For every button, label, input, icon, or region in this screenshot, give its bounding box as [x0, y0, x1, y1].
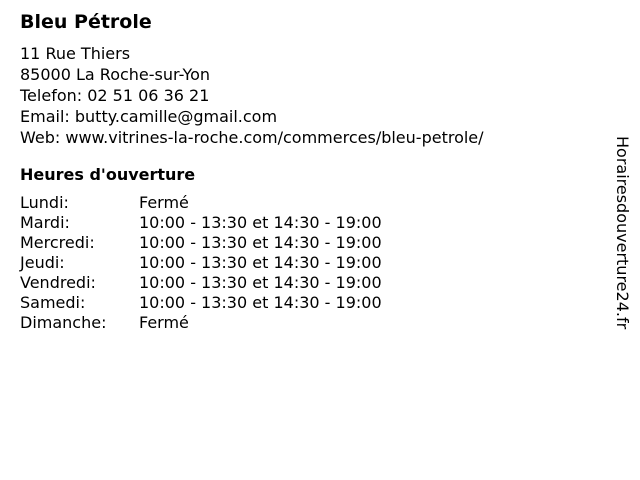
- hours-row: [20, 193, 600, 213]
- day-hours: 10:00 - 13:30 et 14:30 - 19:00: [139, 273, 382, 292]
- day-label: Jeudi:: [20, 253, 65, 272]
- day-hours: 10:00 - 13:30 et 14:30 - 19:00: [139, 213, 382, 232]
- day-hours: Fermé: [139, 313, 189, 332]
- hours-row: [20, 213, 600, 233]
- business-card: [20, 10, 600, 333]
- email-line: Email: butty.camille@gmail.com: [20, 107, 278, 126]
- hours-table: [20, 193, 600, 333]
- day-hours: 10:00 - 13:30 et 14:30 - 19:00: [139, 293, 382, 312]
- day-label: Lundi:: [20, 193, 69, 212]
- day-label: Vendredi:: [20, 273, 96, 292]
- day-label: Mardi:: [20, 213, 70, 232]
- web-line: Web: www.vitrines-la-roche.com/commerces/bleu-petrole/: [20, 128, 484, 147]
- hours-row: [20, 253, 600, 273]
- day-label: Dimanche:: [20, 313, 107, 332]
- day-hours: 10:00 - 13:30 et 14:30 - 19:00: [139, 233, 382, 252]
- street-address: 11 Rue Thiers: [20, 44, 131, 63]
- contact-block: [20, 43, 600, 148]
- site-watermark: Horairesdouverture24.fr: [613, 136, 632, 330]
- hours-row: [20, 233, 600, 253]
- business-name: Bleu Pétrole: [20, 11, 152, 33]
- city-address: 85000 La Roche-sur-Yon: [20, 65, 211, 84]
- hours-row: [20, 313, 600, 333]
- day-hours: 10:00 - 13:30 et 14:30 - 19:00: [139, 253, 382, 272]
- hours-row: [20, 273, 600, 293]
- day-label: Samedi:: [20, 293, 86, 312]
- day-label: Mercredi:: [20, 233, 95, 252]
- hours-heading: Heures d'ouverture: [20, 165, 196, 184]
- phone-line: Telefon: 02 51 06 36 21: [20, 86, 210, 105]
- hours-row: [20, 293, 600, 313]
- day-hours: Fermé: [139, 193, 189, 212]
